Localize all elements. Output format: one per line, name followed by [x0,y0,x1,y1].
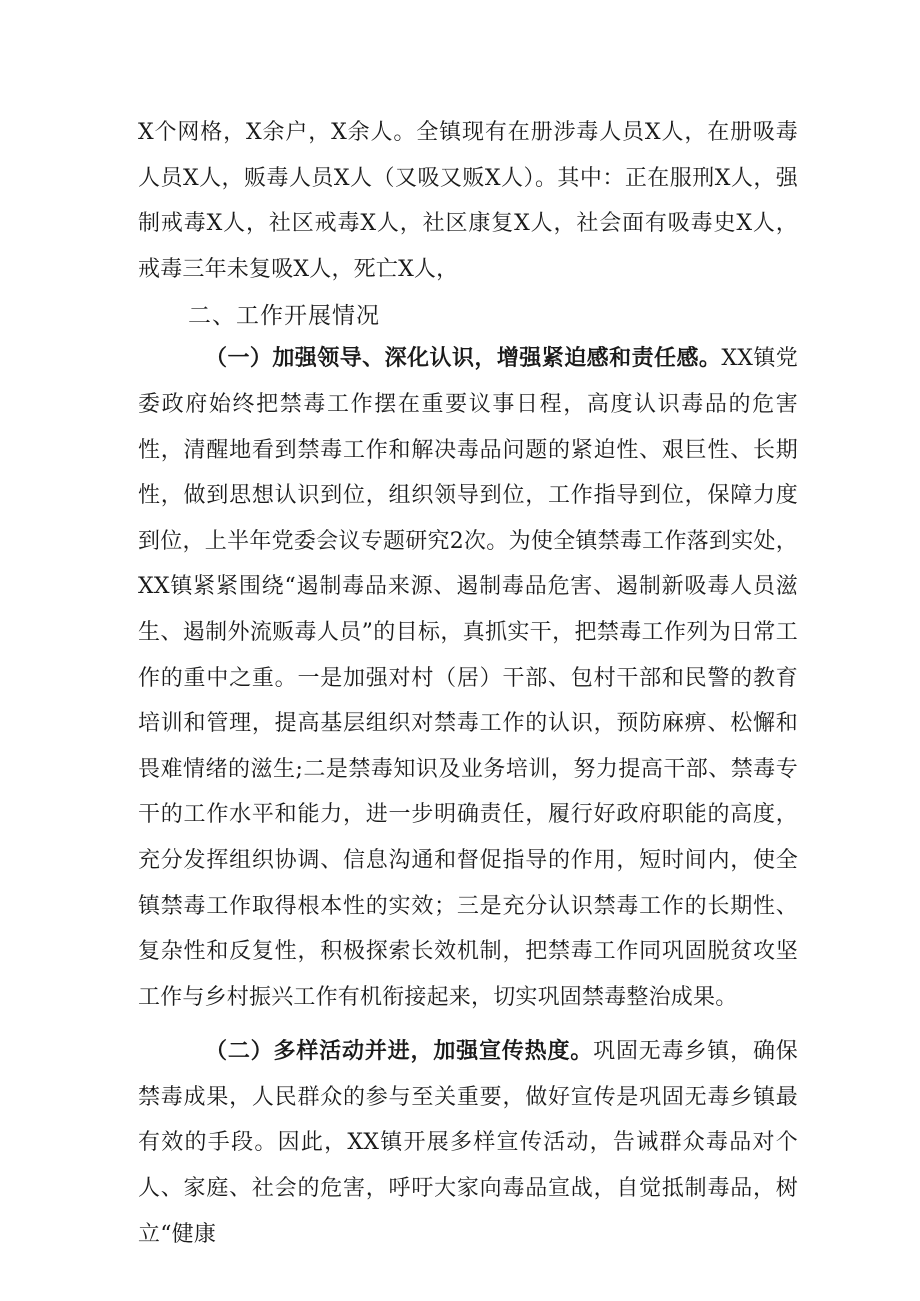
paragraph-spacer [138,1020,798,1029]
section-2-paragraph [138,1029,798,1257]
intro-paragraph: X个网格，X余户，X余人。全镇现有在册涉毒人员X人，在册吸毒人员X人，贩毒人员X人（又吸又贩X人）。其中：正在服刑X人，强制戒毒X人，社区戒毒X人，社区康复X人，社会面有吸毒史X人，戒毒三年未复吸X人，死亡X人， [138,120,798,282]
section-heading: 二、工作开展情况 [188,303,380,330]
section-1-title: （一）加强领导、深化认识，增强紧迫感和责任感。 [205,345,722,372]
section-1-paragraph [138,336,798,1020]
document-body [138,110,798,1257]
section-2-body: 巩固无毒乡镇，确保禁毒成果，人民群众的参与至关重要，做好宣传是巩固无毒乡镇最有效的手段。因此，XX镇开展多样宣传活动，告诫群众毒品对个人、家庭、社会的危害，呼吁大家向毒品宣战，自觉抵制毒品，树立“健康 [138,1039,798,1247]
section-1-body: XX镇党委政府始终把禁毒工作摆在重要议事日程，高度认识毒品的危害性，清醒地看到禁毒工作和解决毒品问题的紧迫性、艰巨性、长期性，做到思想认识到位，组织领导到位，工作指导到位，保障力度到位，上半年党委会议专题研究2次。为使全镇禁毒工作落到实处，XX镇紧紧围绕“遏制毒品来源、遏制毒品危害、遏制新吸毒人员滋生、遏制外流贩毒人员”的目标，真抓实干，把禁毒工作列为日常工作的重中之重。一是加强对村（居）干部、包村干部和民警的教育培训和管理，提高基层组织对禁毒工作的认识，预防麻痹、松懈和畏难情绪的滋生;二是禁毒知识及业务培训，努力提高干部、禁毒专干的工作水平和能力，进一步明确责任，履行好政府职能的高度，充分发挥组织协调、信息沟通和督促指导的作用，短时间内，使全镇禁毒工作取得根本性的实效；三是充分认识禁毒工作的长期性、复杂性和反复性，积极探索长效机制，把禁毒工作同巩固脱贫攻坚工作与乡村振兴工作有机衔接起来，切实巩固禁毒整治成果。 [138,346,799,1010]
section-2-title: （二）多样活动并进，加强宣传热度。 [205,1038,594,1065]
